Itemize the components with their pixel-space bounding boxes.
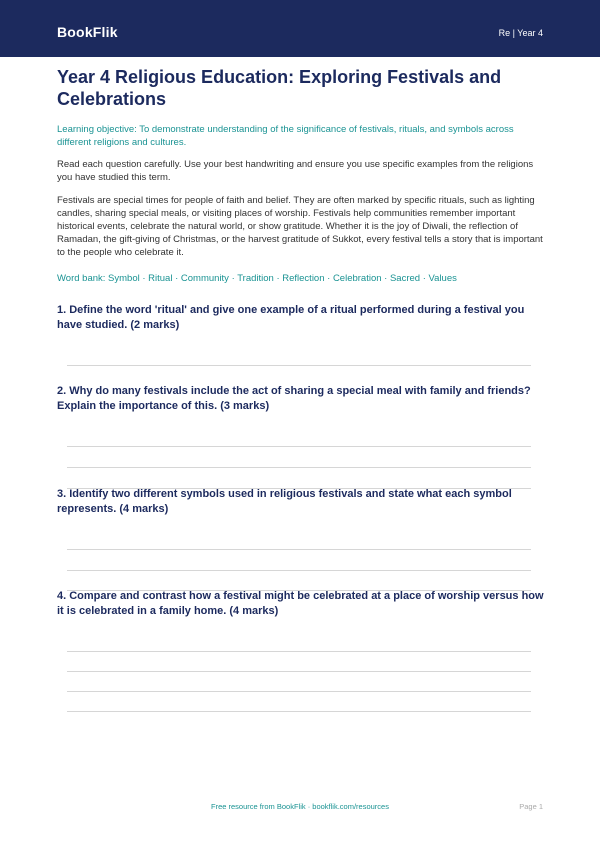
page-number: Page 1 xyxy=(519,802,543,811)
instructions-text: Read each question carefully. Use your best handwriting and ensure you use specific examples from the religions you have studied this term. xyxy=(57,159,534,183)
question-2: 2. Why do many festivals include the act of sharing a special meal with family and friends? Explain the importance of this. (3 marks) xyxy=(57,385,531,412)
brand-logo: BookFlik xyxy=(57,24,118,40)
answer-line xyxy=(67,549,531,550)
answer-line xyxy=(67,570,531,571)
question-4: 4. Compare and contrast how a festival might be celebrated at a place of worship versus how it is celebrated in a family home. (4 marks) xyxy=(57,590,544,617)
answer-line xyxy=(67,446,531,447)
answer-line xyxy=(67,365,531,366)
page-title: Year 4 Religious Education: Exploring Festivals and Celebrations xyxy=(57,67,502,109)
word-bank: Word bank: Symbol · Ritual · Community · Tradition · Reflection · Celebration · Sacred · Values xyxy=(57,273,457,284)
question-3: 3. Identify two different symbols used in religious festivals and state what each symbol represents. (4 marks) xyxy=(57,488,512,515)
subject-year-label: Re | Year 4 xyxy=(498,28,543,38)
answer-line xyxy=(67,467,531,468)
question-1: 1. Define the word 'ritual' and give one example of a ritual performed during a festival you have studied. (2 marks) xyxy=(57,304,525,331)
learning-objective: Learning objective: To demonstrate understanding of the significance of festivals, rituals, and symbols across different religions and cultures. xyxy=(57,124,514,148)
answer-line xyxy=(67,671,531,672)
intro-paragraph: Festivals are special times for people of faith and belief. They are often marked by specific rituals, such as lighting candles, sharing special meals, or visiting places of worship. Festivals help communities remember important historical events, celebrate the natural world, or show gratitude. Whether it is the joy of Diwali, the reflection of Ramadan, the gift-giving of Christmas, or the harvest gratitude of Sukkot, every festival tells a story that is important to the people who celebrate it. xyxy=(57,195,543,258)
answer-line xyxy=(67,651,531,652)
header-bar xyxy=(0,0,600,57)
footer-source: Free resource from BookFlik · bookflik.com/resources xyxy=(211,802,389,811)
answer-line xyxy=(67,691,531,692)
answer-line xyxy=(67,711,531,712)
